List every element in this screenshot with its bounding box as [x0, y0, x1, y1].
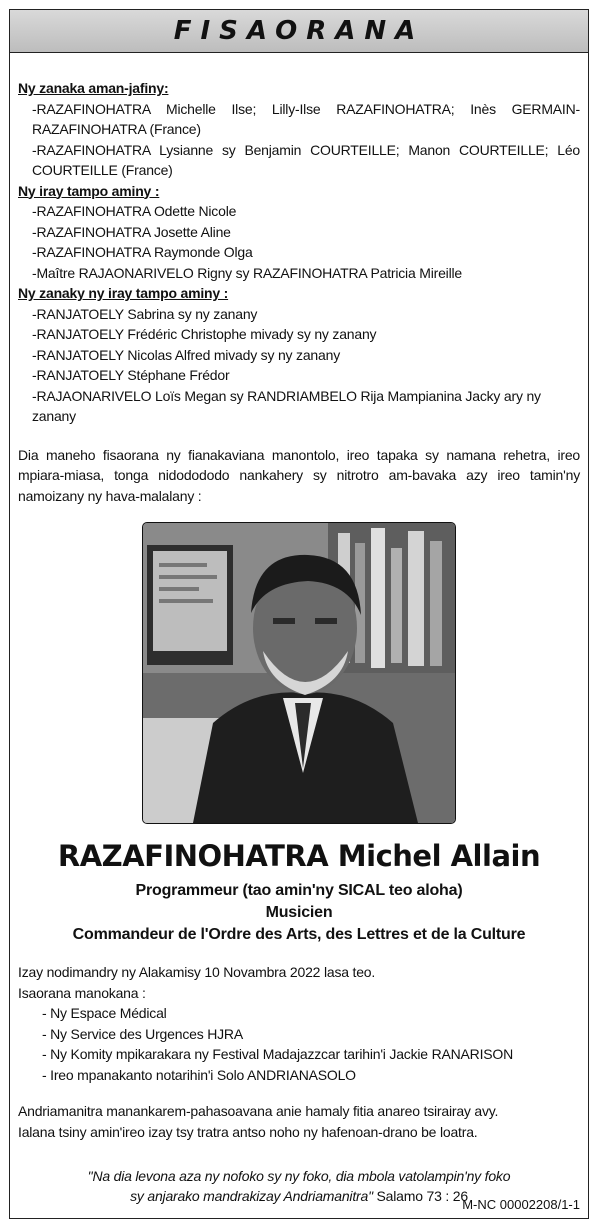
special-thanks-intro: Isaorana manokana : [18, 984, 146, 1001]
list-item: -RANJATOELY Nicolas Alfred mivady sy ny zanany [32, 346, 340, 363]
list-item: -RANJATOELY Frédéric Christophe mivady sy ny zanany [32, 326, 377, 342]
list-item: -RAZAFINOHATRA Odette Nicole [32, 203, 237, 219]
section-heading: Ny zanaky ny iray tampo aminy : [18, 285, 229, 301]
role-line: Musicien [265, 904, 333, 921]
list-item: -RANJATOELY Stéphane Frédor [32, 367, 230, 383]
list-item: - Ny Komity mpikarakara ny Festival Madajazzcar tarihin'i Jackie RANARISON [42, 1046, 514, 1062]
list-item: -RAJAONARIVELO Loïs Megan sy RANDRIAMBELO Rija Mampianina Jacky ary ny zanany [32, 387, 541, 424]
list-item: - Ny Service des Urgences HJRA [42, 1025, 243, 1042]
notice-body [18, 78, 580, 1206]
list-item: - Ny Espace Médical [42, 1005, 167, 1021]
death-notice: Izay nodimandry ny Alakamisy 10 Novambra 2022 lasa teo. [18, 964, 376, 980]
quote-text: sy anjarako mandrakizay Andriamanitra" [130, 1188, 373, 1204]
list-item: -Maître RAJAONARIVELO Rigny sy RAZAFINOHATRA Patricia Mireille [32, 264, 462, 281]
quote-line: "Na dia levona aza ny nofoko sy ny foko, dia mbola vatolampin'ny foko [87, 1168, 511, 1184]
role-line: Programmeur (tao amin'ny SICAL teo aloha) [135, 882, 463, 899]
closing-block [18, 1101, 580, 1142]
quote-reference: Salamo 73 : 26 [372, 1188, 468, 1204]
death-notice-block [18, 962, 580, 1085]
list-item: -RAZAFINOHATRA Raymonde Olga [32, 244, 253, 260]
thanks-paragraph: Dia maneho fisaorana ny fianakaviana manontolo, ireo tapaka sy namana rehetra, ireo mpiara-miasa, tonga nidodododo nankahery sy nitrotro am-bavaka azy ireo tamin'ny namoizany ny hava-malalany : [18, 446, 580, 504]
family-section-children [18, 78, 580, 181]
obituary-notice [9, 9, 589, 1219]
portrait-illustration [143, 523, 455, 823]
list-item: - Ireo mpanakanto notarihin'i Solo ANDRIANASOLO [42, 1066, 356, 1083]
notice-title: FISAORANA [10, 10, 588, 53]
reference-code: M-NC 00002208/1-1 [462, 1197, 580, 1212]
deceased-name: RAZAFINOHATRA Michel Allain [57, 839, 541, 873]
portrait-frame [18, 522, 580, 824]
closing-line: Ialana tsiny amin'ireo izay tsy tratra antso noho ny hafenoan-drano be loatra. [18, 1123, 478, 1140]
family-section-siblings [18, 181, 580, 284]
closing-line: Andriamanitra manankarem-pahasoavana anie hamaly fitia anareo tsirairay avy. [18, 1103, 499, 1119]
deceased-roles [18, 880, 580, 946]
list-item: -RAZAFINOHATRA Josette Aline [32, 223, 231, 240]
section-heading: Ny iray tampo aminy : [18, 182, 160, 199]
portrait-photo [142, 522, 456, 824]
role-line: Commandeur de l'Ordre des Arts, des Lettres et de la Culture [72, 926, 526, 943]
family-section-nephews [18, 283, 580, 427]
list-item: -RAZAFINOHATRA Lysianne sy Benjamin COURTEILLE; Manon COURTEILLE; Léo COURTEILLE (France) [32, 141, 580, 178]
list-item: -RANJATOELY Sabrina sy ny zanany [32, 305, 258, 322]
section-heading: Ny zanaka aman-jafiny: [18, 80, 169, 96]
list-item: -RAZAFINOHATRA Michelle Ilse; Lilly-Ilse RAZAFINOHATRA; Inès GERMAIN-RAZAFINOHATRA (France) [32, 100, 580, 137]
